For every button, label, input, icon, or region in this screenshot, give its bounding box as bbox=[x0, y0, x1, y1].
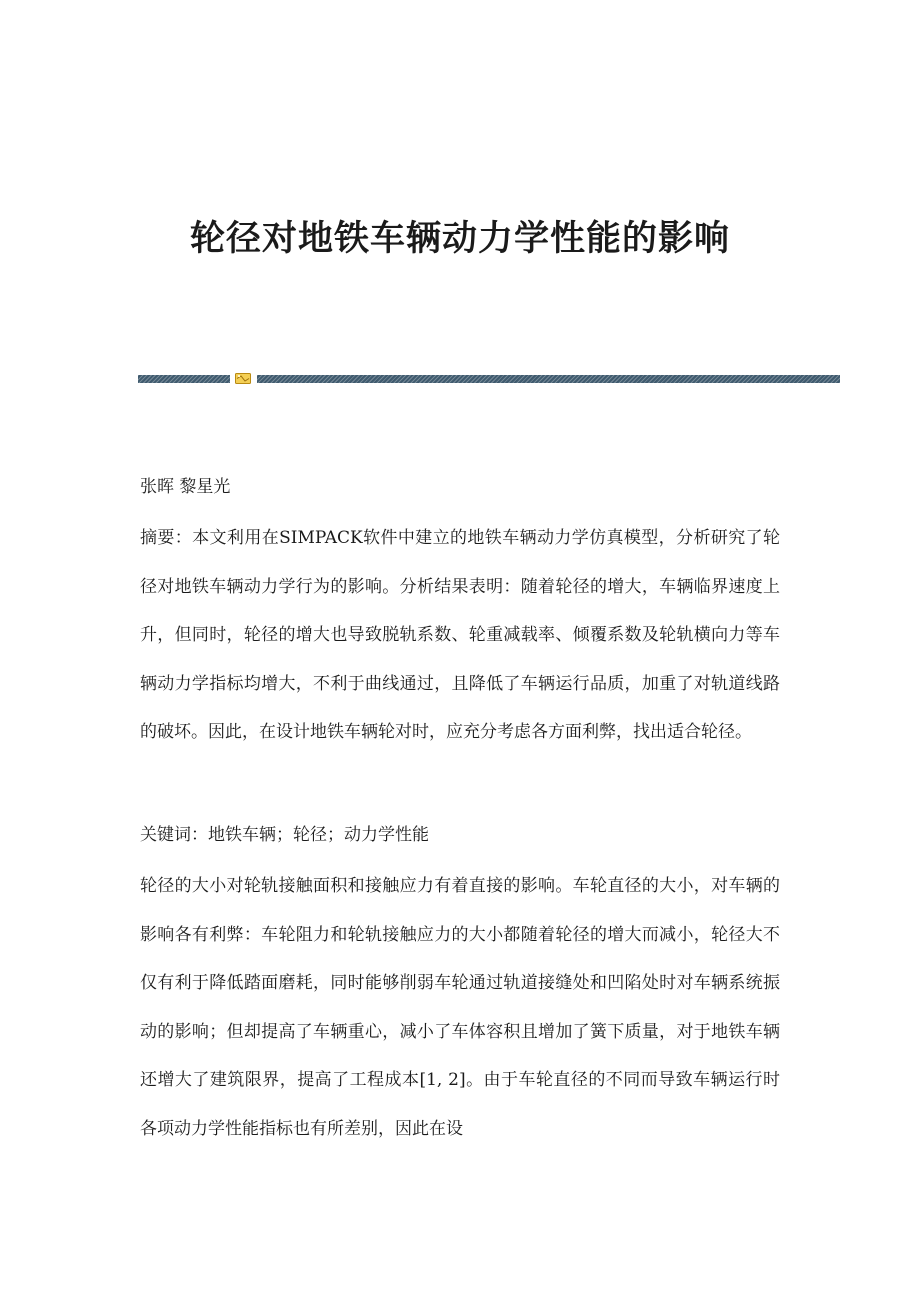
title-divider-left bbox=[138, 375, 230, 383]
body-paragraph: 轮径的大小对轮轨接触面积和接触应力有着直接的影响。车轮直径的大小，对车辆的影响各有利弊：车轮阻力和轮轨接触应力的大小都随着轮径的增大而减小，轮径大不仅有利于降低踏面磨耗，同时能够削弱车轮通过轨道接缝处和凹陷处时对车辆系统振动的影响；但却提高了车辆重心，减小了车体容积且增加了簧下质量，对于地铁车辆还增大了建筑限界，提高了工程成本[1, 2]。由于车轮直径的不同而导致车辆运行时各项动力学性能指标也有所差别，因此在设 bbox=[140, 876, 780, 1139]
authors: 张晖 黎星光 bbox=[140, 477, 231, 497]
title-divider-right bbox=[257, 375, 840, 383]
abstract: 摘要：本文利用在SIMPACK软件中建立的地铁车辆动力学仿真模型，分析研究了轮径对地铁车辆动力学行为的影响。分析结果表明：随着轮径的增大，车辆临界速度上升，但同时，轮径的增大也导致脱轨系数、轮重减载率、倾覆系数及轮轨横向力等车辆动力学指标均增大，不利于曲线通过，且降低了车辆运行品质，加重了对轨道线路的破坏。因此，在设计地铁车辆轮对时，应充分考虑各方面利弊，找出适合轮径。 bbox=[140, 528, 780, 743]
divider-emblem-icon bbox=[235, 372, 251, 385]
document-title: 轮径对地铁车辆动力学性能的影响 bbox=[189, 219, 730, 259]
keywords: 关键词：地铁车辆；轮径；动力学性能 bbox=[140, 825, 429, 845]
